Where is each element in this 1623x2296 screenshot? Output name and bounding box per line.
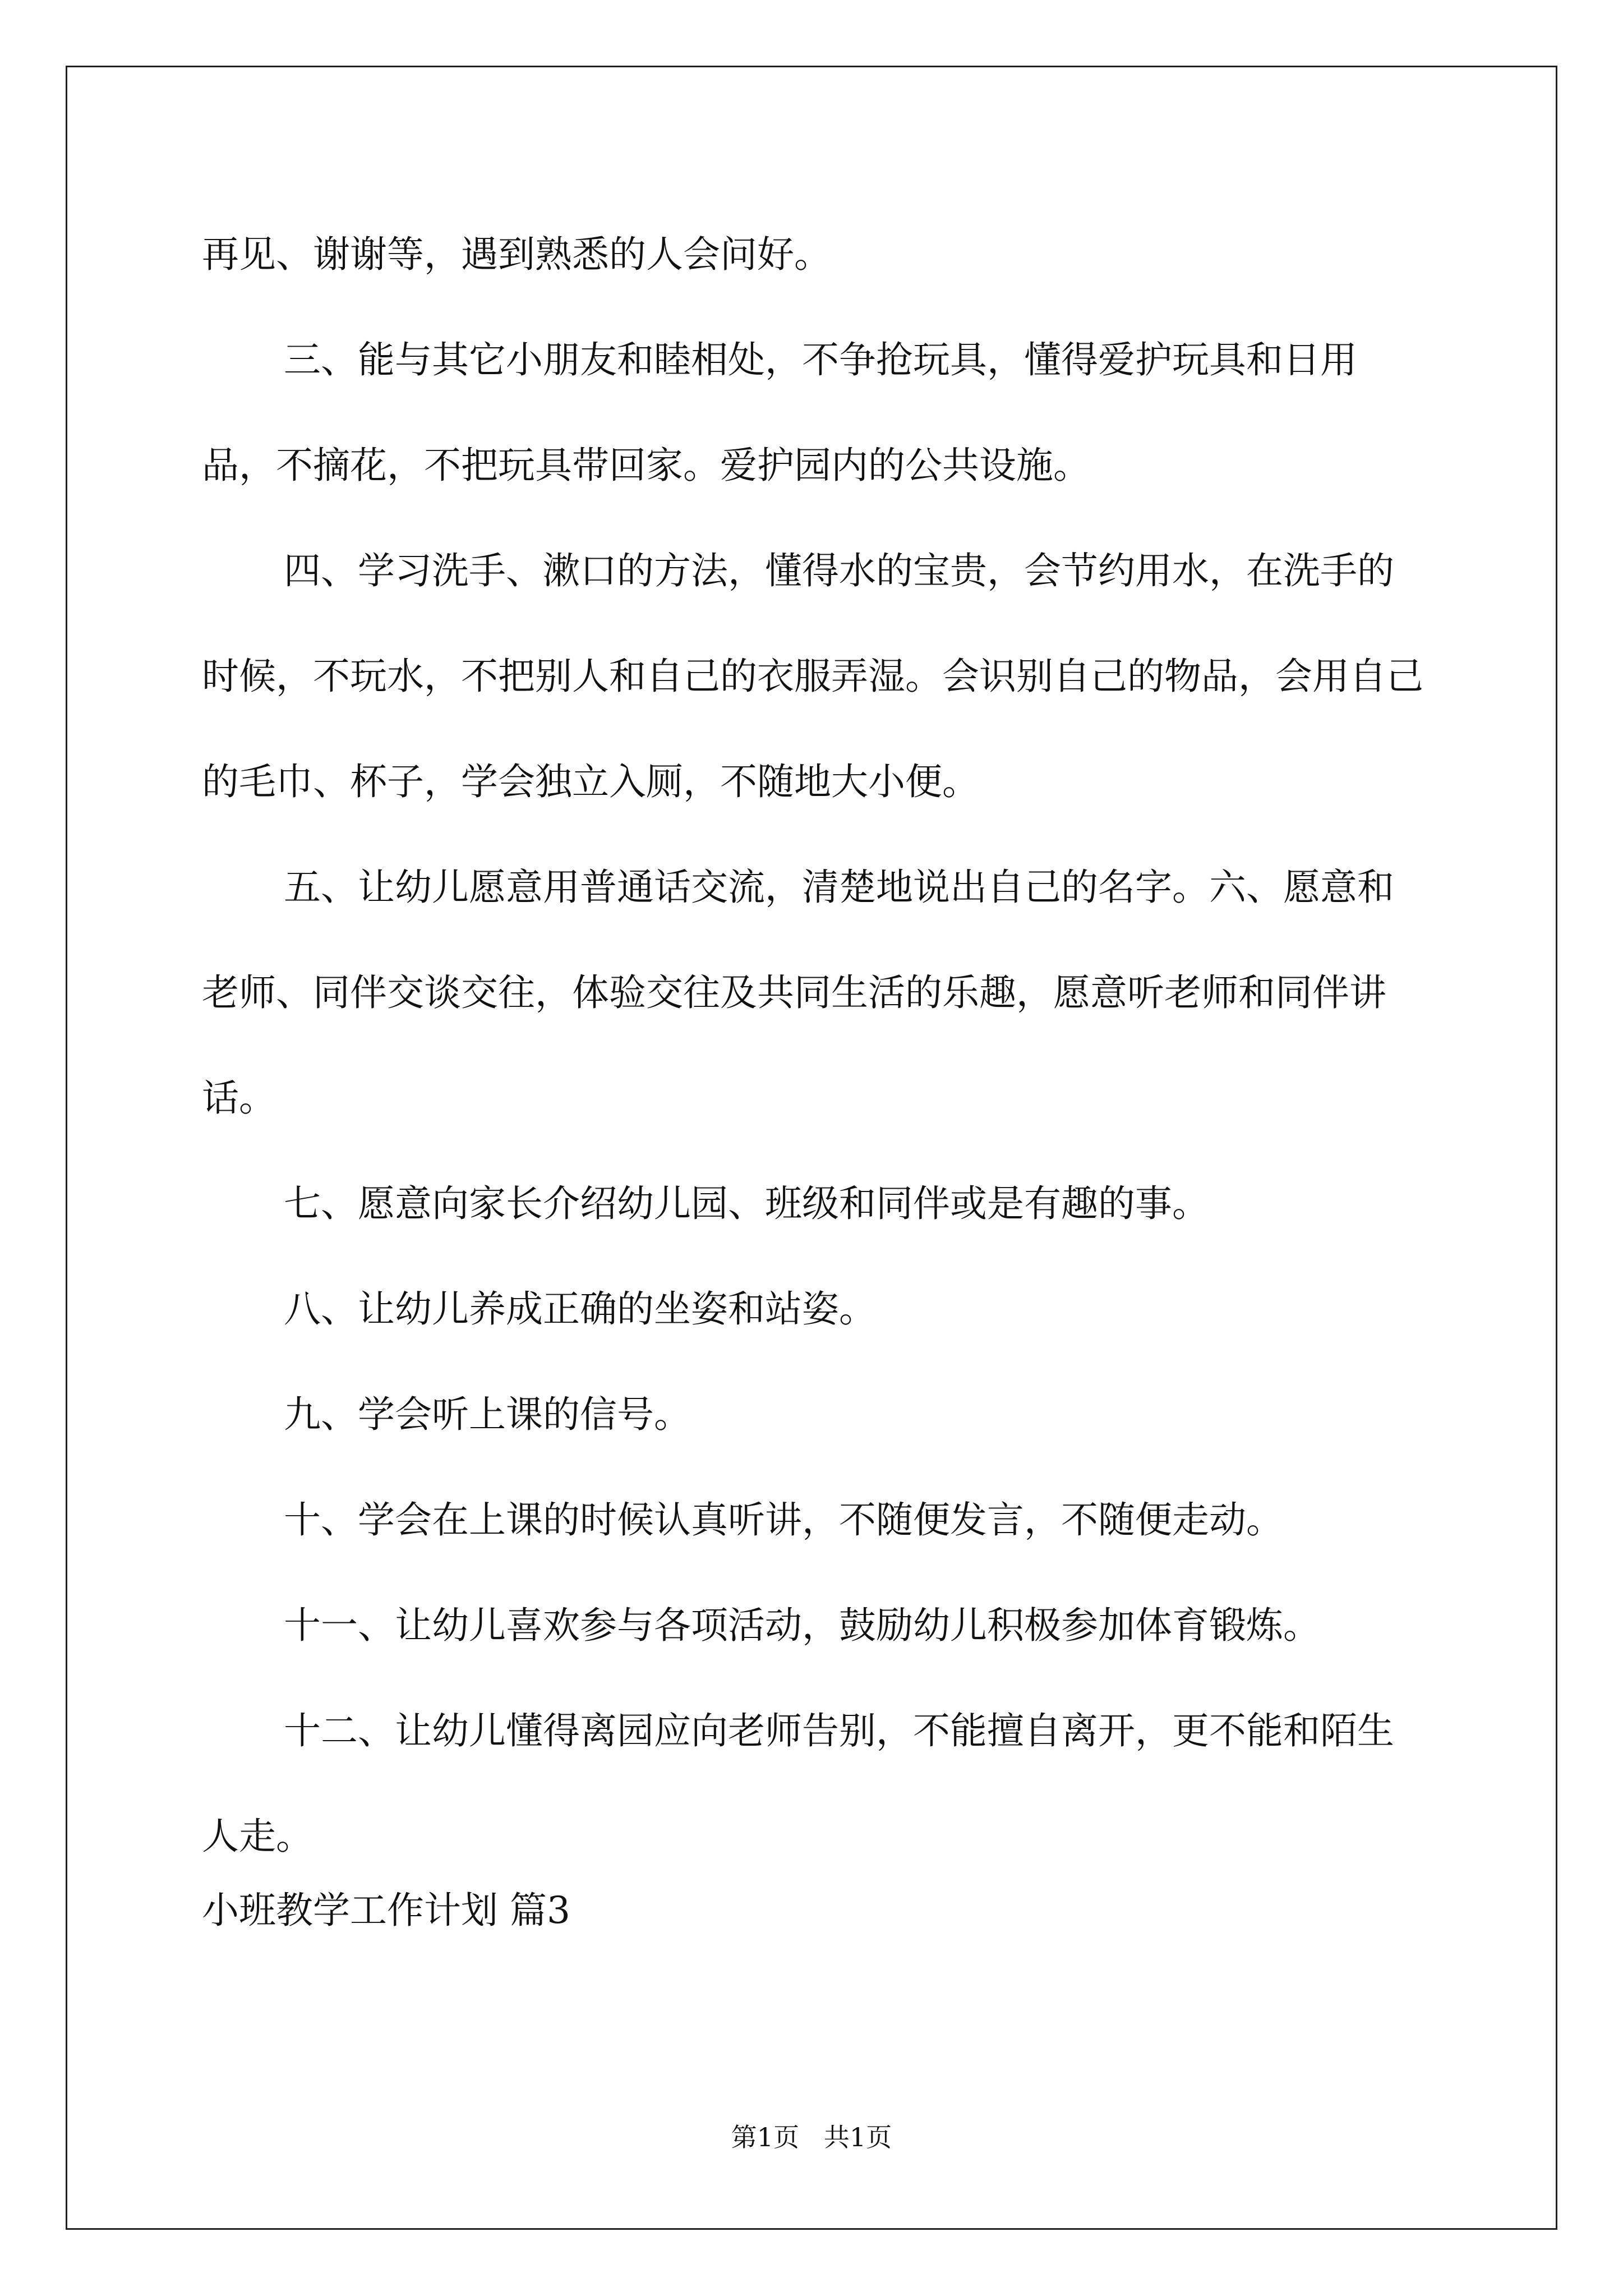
paragraph-item-10: 十、学会在上课的时候认真听讲，不随便发言，不随便走动。 [284, 1498, 1283, 1542]
page-footer: 第1页 共1页 [731, 2122, 892, 2152]
section-heading: 小班教学工作计划 篇3 [202, 1889, 570, 1932]
paragraph-item-4: 四、学习洗手、漱口的方法，懂得水的宝贵，会节约用水，在洗手的时候，不玩水，不把别人和自己的衣服弄湿。会识别自己的物品，会用自己的毛巾、杯子，学会独立入厕，不随地大小便。 [202, 549, 1423, 803]
paragraph-item-8: 八、让幼儿养成正确的坐姿和站姿。 [284, 1287, 876, 1331]
paragraph-item-3: 三、能与其它小朋友和睦相处，不争抢玩具，懂得爱护玩具和日用品，不摘花，不把玩具带回家。爱护园内的公共设施。 [202, 338, 1357, 487]
paragraph-item-9: 九、学会听上课的信号。 [284, 1393, 691, 1436]
paragraph-item-5-6: 五、让幼儿愿意用普通话交流，清楚地说出自己的名字。六、愿意和老师、同伴交谈交往，体验交往及共同生活的乐趣，愿意听老师和同伴讲话。 [202, 866, 1394, 1120]
paragraph-item-7: 七、愿意向家长介绍幼儿园、班级和同伴或是有趣的事。 [284, 1182, 1209, 1225]
paragraph-item-12: 十二、让幼儿懂得离园应向老师告别，不能擅自离开，更不能和陌生人走。 [202, 1709, 1394, 1858]
paragraph-continuation: 再见、谢谢等，遇到熟悉的人会问好。 [202, 233, 831, 276]
paragraph-item-11: 十一、让幼儿喜欢参与各项活动，鼓励幼儿积极参加体育锻炼。 [284, 1604, 1320, 1647]
